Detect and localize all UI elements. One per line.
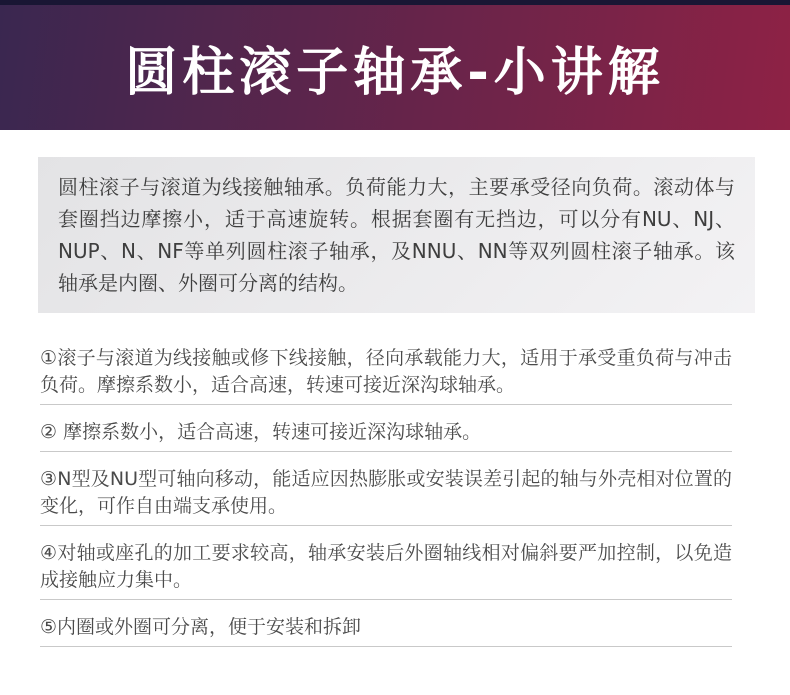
page-title: 圆柱滚子轴承-小讲解 [125, 42, 665, 103]
feature-list [40, 345, 732, 647]
list-item: ③N型及NU型可轴向移动，能适应因热膨胀或安装误差引起的轴与外壳相对位置的变化，可作自由端支承使用。 [40, 466, 732, 526]
header-top-strip [0, 0, 790, 5]
list-item: ①滚子与滚道为线接触或修下线接触，径向承载能力大，适用于承受重负荷与冲击负荷。摩擦系数小，适合高速，转速可接近深沟球轴承。 [40, 345, 732, 405]
list-item: ④对轴或座孔的加工要求较高，轴承安装后外圈轴线相对偏斜要严加控制，以免造成接触应力集中。 [40, 540, 732, 600]
list-item: ⑤内圈或外圈可分离，便于安装和拆卸 [40, 614, 732, 647]
header-banner [0, 0, 790, 130]
intro-box [38, 157, 755, 313]
intro-text: 圆柱滚子与滚道为线接触轴承。负荷能力大，主要承受径向负荷。滚动体与套圈挡边摩擦小，适于高速旋转。根据套圈有无挡边，可以分有NU、NJ、NUP、N、NF等单列圆柱滚子轴承，及NNU、NN等双列圆柱滚子轴承。该轴承是内圈、外圈可分离的结构。 [58, 175, 735, 295]
list-item: ② 摩擦系数小，适合高速，转速可接近深沟球轴承。 [40, 419, 732, 452]
